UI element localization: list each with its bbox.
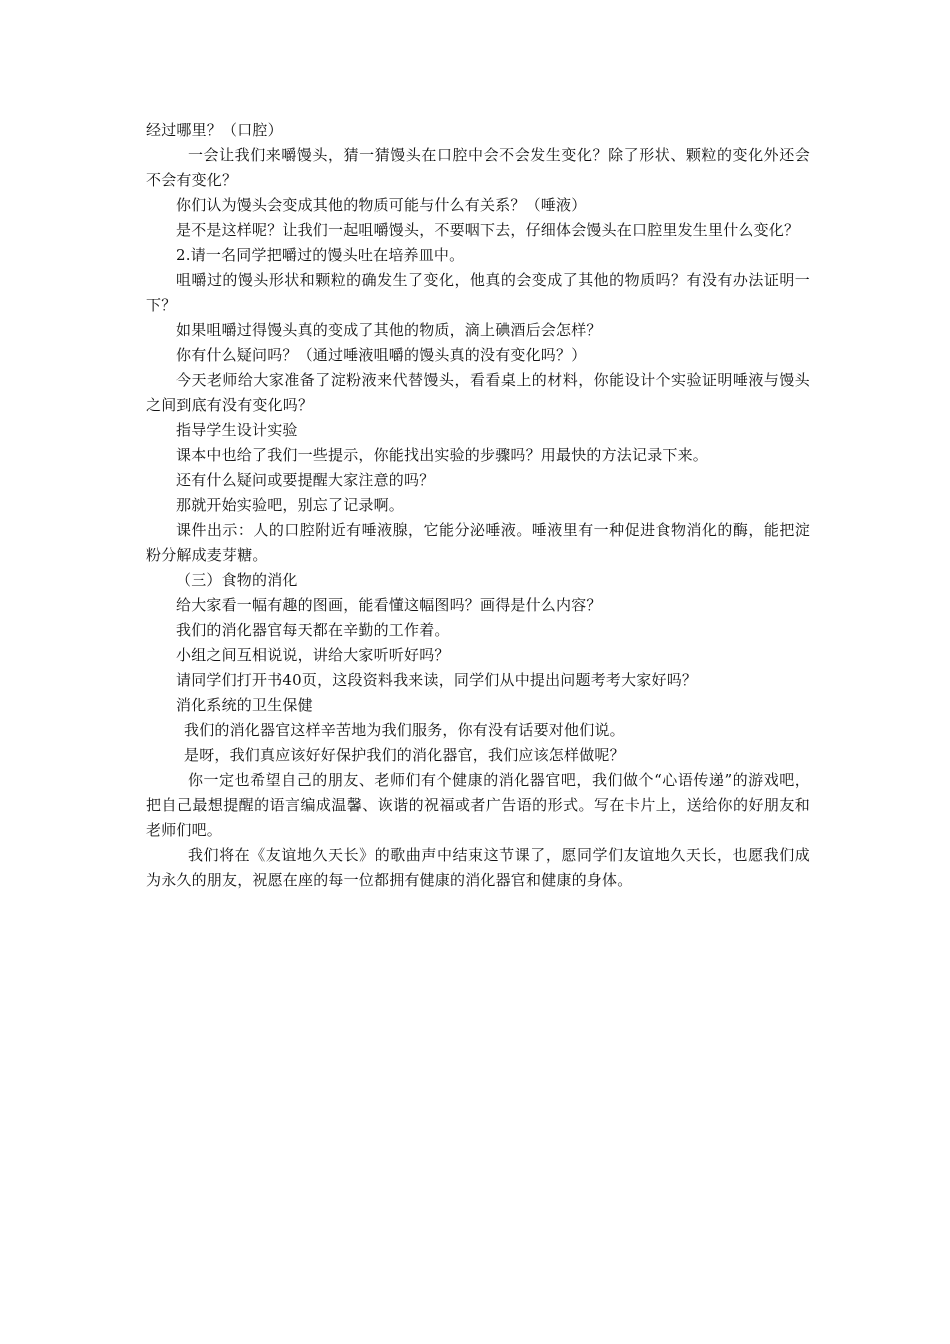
paragraph: 是呀，我们真应该好好保护我们的消化器官，我们应该怎样做呢？ <box>184 746 625 764</box>
paragraph: 咀嚼过的馒头形状和颗粒的确发生了变化，他真的会变成了其他的物质吗？有没有办法证明一下？ <box>146 271 810 314</box>
paragraph: 我们的消化器官这样辛苦地为我们服务，你有没有话要对他们说。 <box>184 721 625 739</box>
section-heading: （三）食物的消化 <box>176 571 298 589</box>
paragraph: 今天老师给大家准备了淀粉液来代替馒头，看看桌上的材料，你能设计个实验证明唾液与馒头之间到底有没有变化吗？ <box>146 371 810 414</box>
paragraph: 消化系统的卫生保健 <box>176 696 313 714</box>
body-text <box>146 118 810 893</box>
paragraph: 你一定也希望自己的朋友、老师们有个健康的消化器官吧，我们做个“心语传递”的游戏吧，把自己最想提醒的语言编成温馨、诙谐的祝福或者广告语的形式。写在卡片上，送给你的好朋友和老师们吧。 <box>146 771 810 839</box>
paragraph: 经过哪里？（口腔） <box>146 121 283 139</box>
paragraph: 我们将在《友谊地久天长》的歌曲声中结束这节课了，愿同学们友谊地久天长，也愿我们成为永久的朋友，祝愿在座的每一位都拥有健康的消化器官和健康的身体。 <box>146 846 810 889</box>
paragraph: 一会让我们来嚼馒头，猜一猜馒头在口腔中会不会发生变化？除了形状、颗粒的变化外还会不会有变化？ <box>146 146 810 189</box>
paragraph: 指导学生设计实验 <box>176 421 298 439</box>
paragraph: 2.请一名同学把嚼过的馒头吐在培养皿中。 <box>176 246 465 264</box>
paragraph: 你们认为馒头会变成其他的物质可能与什么有关系？（唾液） <box>176 196 587 214</box>
paragraph: 我们的消化器官每天都在辛勤的工作着。 <box>176 621 450 639</box>
paragraph: 课本中也给了我们一些提示，你能找出实验的步骤吗？用最快的方法记录下来。 <box>176 446 709 464</box>
paragraph: 你有什么疑问吗？（通过唾液咀嚼的馒头真的没有变化吗？） <box>176 346 587 364</box>
paragraph: 课件出示：人的口腔附近有唾液腺，它能分泌唾液。唾液里有一种促进食物消化的酶，能把淀粉分解成麦芽糖。 <box>146 521 810 564</box>
paragraph: 小组之间互相说说，讲给大家听听好吗？ <box>176 646 450 664</box>
paragraph: 如果咀嚼过得馒头真的变成了其他的物质，滴上碘酒后会怎样？ <box>176 321 602 339</box>
paragraph: 给大家看一幅有趣的图画，能看懂这幅图吗？画得是什么内容？ <box>176 596 602 614</box>
paragraph: 请同学们打开书40页，这段资料我来读，同学们从中提出问题考考大家好吗？ <box>176 671 698 689</box>
paragraph: 是不是这样呢？让我们一起咀嚼馒头，不要咽下去，仔细体会馒头在口腔里发生里什么变化？ <box>176 221 800 239</box>
paragraph: 那就开始实验吧，别忘了记录啊。 <box>176 496 405 514</box>
paragraph: 还有什么疑问或要提醒大家注意的吗？ <box>176 471 435 489</box>
